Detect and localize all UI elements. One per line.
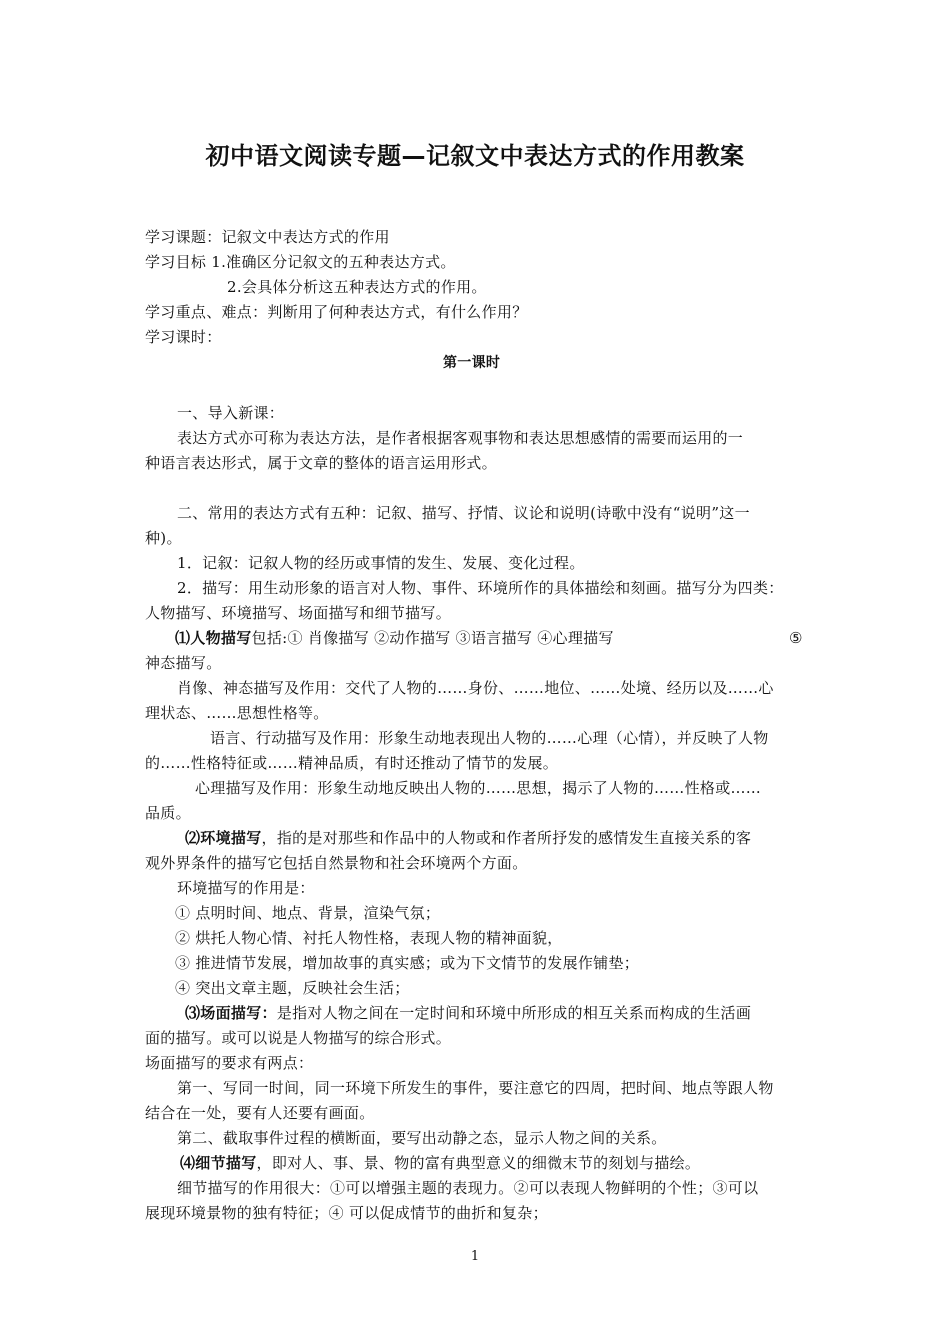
environment-label: ⑵环境描写 [185, 829, 262, 847]
detail-text: ，即对人、事、景、物的富有典型意义的细微末节的刻划与描绘。 [256, 1154, 701, 1172]
action-line2: 的……性格特征或……精神品质，有时还推动了情节的发展。 [145, 754, 559, 772]
goal-line-2: 2.会具体分析这五种表达方式的作用。 [227, 278, 487, 296]
scene-text: 是指对人物之间在一定时间和环境中所形成的相互关系而构成的生活画 [276, 1004, 752, 1022]
environment-function-heading: 环境描写的作用是： [177, 879, 315, 897]
section2-line1: 二、常用的表达方式有五种：记叙、描写、抒情、议论和说明(诗歌中没有“说明”这一 [177, 504, 750, 522]
mind-line2: 品质。 [145, 804, 191, 822]
character-item-5-marker: ⑤ [789, 629, 803, 647]
hours-line: 学习课时： [145, 328, 222, 346]
environment-function-2: ② 烘托人物心情、衬托人物性格，表现人物的精神面貌， [175, 929, 563, 947]
environment-line2: 观外界条件的描写它包括自然景物和社会环境两个方面。 [145, 854, 528, 872]
narration-line: 1．记叙：记叙人物的经历或事情的发生、发展、变化过程。 [177, 554, 585, 572]
scene-label: ⑶场面描写： [185, 1004, 277, 1022]
portrait-line2: 理状态、……思想性格等。 [145, 704, 329, 722]
section1-paragraph-line2: 种语言表达形式，属于文章的整体的语言运用形式。 [145, 454, 497, 472]
scene-line1 [185, 1003, 751, 1023]
description-line1: 2．描写：用生动形象的语言对人物、事件、环境所作的具体描绘和刻画。描写分为四类： [177, 579, 784, 597]
section2-line2: 种)。 [145, 529, 182, 547]
detail-function-line1: 细节描写的作用很大：①可以增强主题的表现力。②可以表现人物鲜明的个性；③可以 [177, 1179, 759, 1197]
scene-requirement-1-line2: 结合在一处，要有人还要有画面。 [145, 1104, 375, 1122]
portrait-line1: 肖像、神态描写及作用：交代了人物的……身份、……地位、……处境、经历以及……心 [177, 679, 774, 697]
character-description-cont: 神态描写。 [145, 654, 222, 672]
character-description-text: 包括:① 肖像描写 ②动作描写 ③语言描写 ④心理描写 [251, 629, 614, 647]
description-line2: 人物描写、环境描写、场面描写和细节描写。 [145, 604, 452, 622]
scene-line2: 面的描写。或可以说是人物描写的综合形式。 [145, 1029, 452, 1047]
page-number: 1 [470, 1249, 480, 1264]
goal-line-1: 学习目标 1.准确区分记叙文的五种表达方式。 [145, 253, 456, 271]
topic-line: 学习课题：记叙文中表达方式的作用 [145, 228, 390, 246]
mind-line1: 心理描写及作用：形象生动地反映出人物的……思想，揭示了人物的……性格或…… [195, 779, 762, 797]
detail-label: ⑷细节描写 [180, 1154, 257, 1172]
scene-requirement-1-line1: 第一、写同一时间，同一环境下所发生的事件，要注意它的四周，把时间、地点等跟人物 [177, 1079, 774, 1097]
environment-text: ，指的是对那些和作品中的人物或和作者所抒发的感情发生直接关系的客 [261, 829, 752, 847]
environment-function-3: ③ 推进情节发展，增加故事的真实感；或为下文情节的发展作铺垫； [175, 954, 640, 972]
section1-paragraph-line1: 表达方式亦可称为表达方法，是作者根据客观事物和表达思想感情的需要而运用的一 [177, 429, 744, 447]
detail-line1 [180, 1153, 700, 1173]
document-title: 初中语文阅读专题—记叙文中表达方式的作用教案 [205, 142, 745, 170]
scene-requirement-2: 第二、截取事件过程的横断面，要写出动静之态，显示人物之间的关系。 [177, 1129, 667, 1147]
scene-requirements-heading: 场面描写的要求有两点： [145, 1054, 314, 1072]
lesson-heading: 第一课时 [443, 355, 501, 371]
character-description-line [175, 628, 614, 648]
environment-function-1: ① 点明时间、地点、背景，渲染气氛； [175, 904, 441, 922]
environment-function-4: ④ 突出文章主题，反映社会生活； [175, 979, 410, 997]
action-line1: 语言、行动描写及作用：形象生动地表现出人物的……心理（心情），并反映了人物 [210, 729, 769, 747]
keypoint-line: 学习重点、难点：判断用了何种表达方式，有什么作用？ [145, 303, 528, 321]
character-description-label: ⑴人物描写 [175, 629, 252, 647]
section1-heading: 一、导入新课： [177, 404, 285, 422]
detail-function-line2: 展现环境景物的独有特征；④ 可以促成情节的曲折和复杂； [145, 1204, 548, 1222]
environment-line1 [185, 828, 751, 848]
